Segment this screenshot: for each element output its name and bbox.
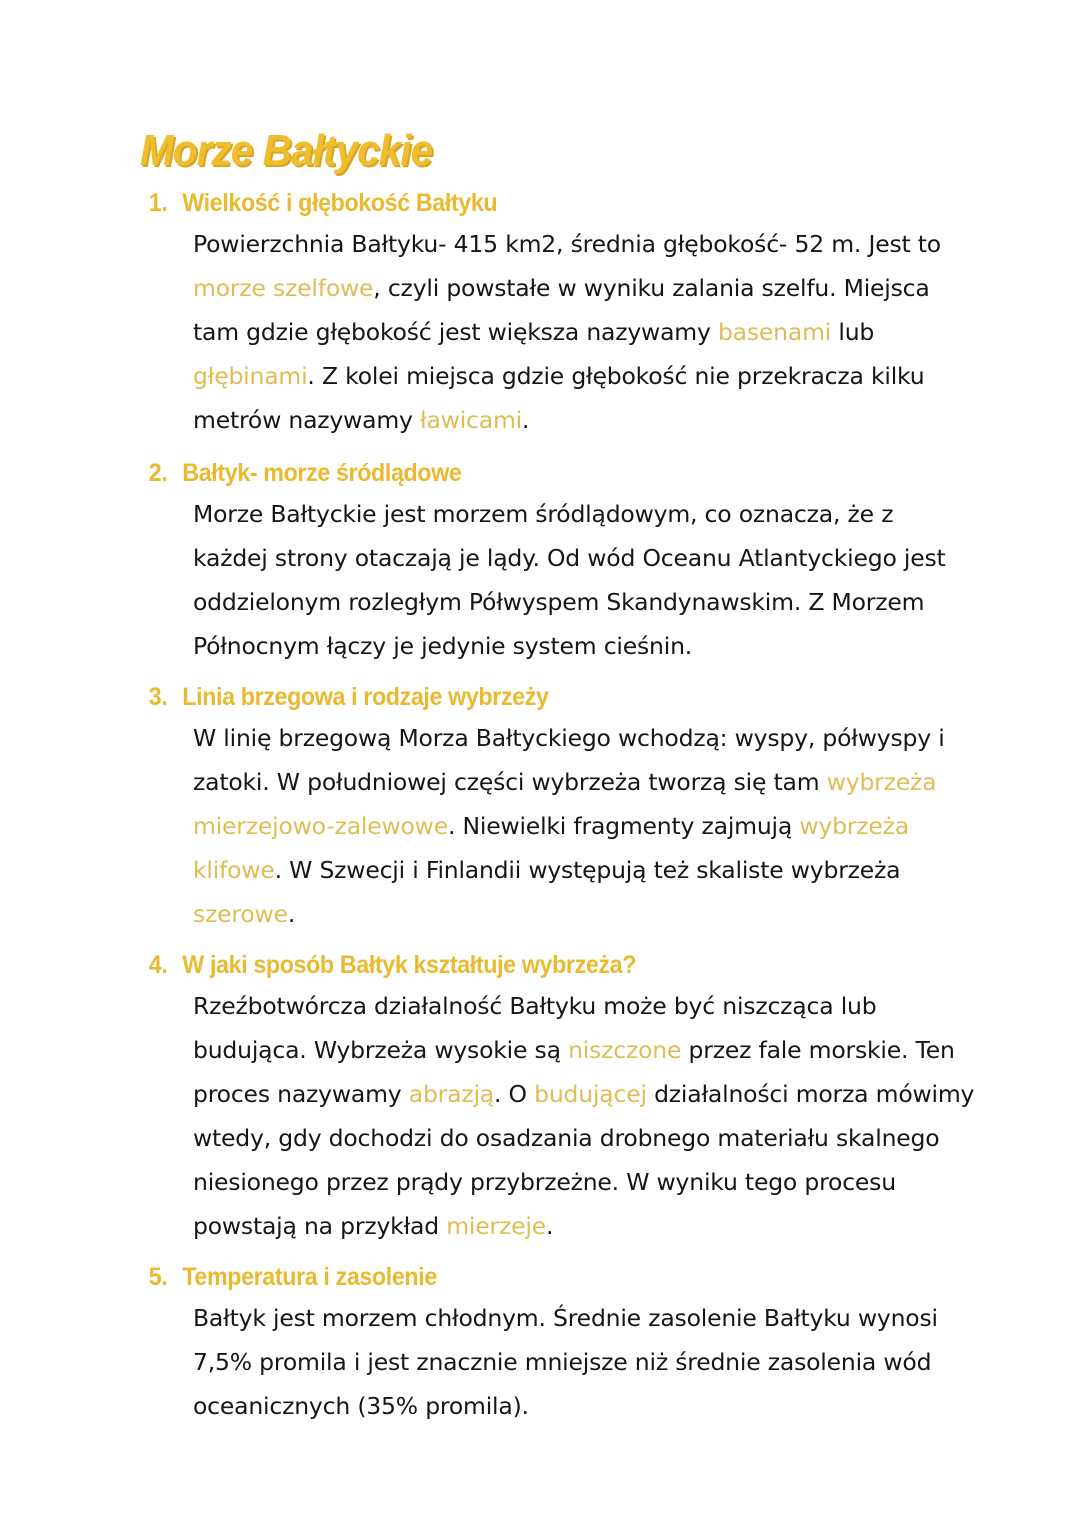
- section-heading-text: Linia brzegowa i rodzaje wybrzeży: [182, 683, 549, 711]
- section-heading: [0, 186, 1004, 220]
- section-heading-text: Wielkość i głębokość Bałtyku: [182, 189, 498, 217]
- section-heading: [0, 1260, 1004, 1294]
- paragraph-text: Rzeźbotwórcza działalność Bałtyku może być niszcząca lub budująca. Wybrzeża wysokie są: [193, 992, 877, 1064]
- paragraph-text: W linię brzegową Morza Bałtyckiego wchodzą: wyspy, półwyspy i zatoki. W południowej części wybrzeża tworzą się tam: [193, 724, 945, 796]
- section-item: [0, 1260, 1080, 1428]
- section-number: 1.: [148, 189, 168, 217]
- section-paragraph: [0, 714, 1080, 942]
- highlighted-term: mierzeje: [446, 1212, 546, 1240]
- highlighted-term: abrazją: [408, 1080, 495, 1108]
- paragraph-text: przez fale morskie. Ten proces nazywamy: [193, 1036, 955, 1108]
- section-heading-text: W jaki sposób Bałtyk kształtuje wybrzeża?: [182, 951, 637, 979]
- highlighted-term: budującej: [534, 1080, 647, 1108]
- paragraph-text: . W Szwecji i Finlandii występują też skaliste wybrzeża: [274, 856, 901, 884]
- paragraph-text: . O: [494, 1080, 535, 1108]
- section-paragraph: [0, 1294, 1080, 1428]
- paragraph-text: , czyli powstałe w wyniku zalania szelfu. Miejsca tam gdzie głębokość jest większa nazywamy: [193, 274, 930, 346]
- section-paragraph: [0, 490, 1080, 674]
- highlighted-term: wybrzeża mierzejowo-zalewowe: [193, 768, 937, 840]
- paragraph-text: . Niewielki fragmenty zajmują: [447, 812, 800, 840]
- section-item: [0, 680, 1080, 942]
- paragraph-text: . Z kolei miejsca gdzie głębokość nie przekracza kilku metrów nazywamy: [193, 362, 925, 434]
- section-paragraph: [0, 220, 1080, 450]
- section-heading: [0, 680, 1004, 714]
- section-heading-text: Temperatura i zasolenie: [182, 1263, 437, 1291]
- section-list: [0, 186, 1080, 1428]
- section-heading: [0, 948, 1004, 982]
- section-item: [0, 186, 1080, 450]
- paragraph-text: .: [522, 406, 530, 434]
- section-item: [0, 456, 1080, 674]
- paragraph-text: Morze Bałtyckie jest morzem śródlądowym, co oznacza, że z każdej strony otaczają je lądy. Od wód Oceanu Atlantyckiego jest oddzielonym rozległym Półwyspem Skandynawskim. Z Morzem Północnym łączy je jedynie system cieśnin.: [193, 500, 946, 660]
- section-number: 3.: [148, 683, 168, 711]
- paragraph-text: lub: [831, 318, 875, 346]
- paragraph-text: działalności morza mówimy wtedy, gdy dochodzi do osadzania drobnego materiału skalnego niesionego przez prądy przybrzeżne. W wyniku tego procesu powstają na przykład: [193, 1080, 975, 1240]
- section-heading: [0, 456, 1004, 490]
- paragraph-text: .: [287, 900, 296, 928]
- paragraph-text: Bałtyk jest morzem chłodnym. Średnie zasolenie Bałtyku wynosi 7,5% promila i jest znacznie mniejsze niż średnie zasolenia wód oceanicznych (35% promila).: [193, 1304, 938, 1420]
- paragraph-text: .: [545, 1212, 554, 1240]
- section-number: 5.: [148, 1263, 168, 1291]
- page-title: Morze Bałtyckie: [140, 126, 433, 175]
- highlighted-term: ławicami: [420, 406, 522, 434]
- highlighted-term: szerowe: [193, 900, 288, 928]
- highlighted-term: niszczone: [568, 1036, 682, 1064]
- highlighted-term: głębinami: [193, 362, 308, 390]
- highlighted-term: morze szelfowe: [193, 274, 374, 302]
- section-number: 2.: [148, 459, 168, 487]
- highlighted-term: basenami: [717, 318, 832, 346]
- highlighted-term: wybrzeża klifowe: [193, 812, 909, 884]
- section-item: [0, 948, 1080, 1254]
- section-paragraph: [0, 982, 1080, 1254]
- section-number: 4.: [148, 951, 168, 979]
- paragraph-text: Powierzchnia Bałtyku- 415 km2, średnia głębokość- 52 m. Jest to: [193, 230, 941, 258]
- section-heading-text: Bałtyk- morze śródlądowe: [182, 459, 462, 487]
